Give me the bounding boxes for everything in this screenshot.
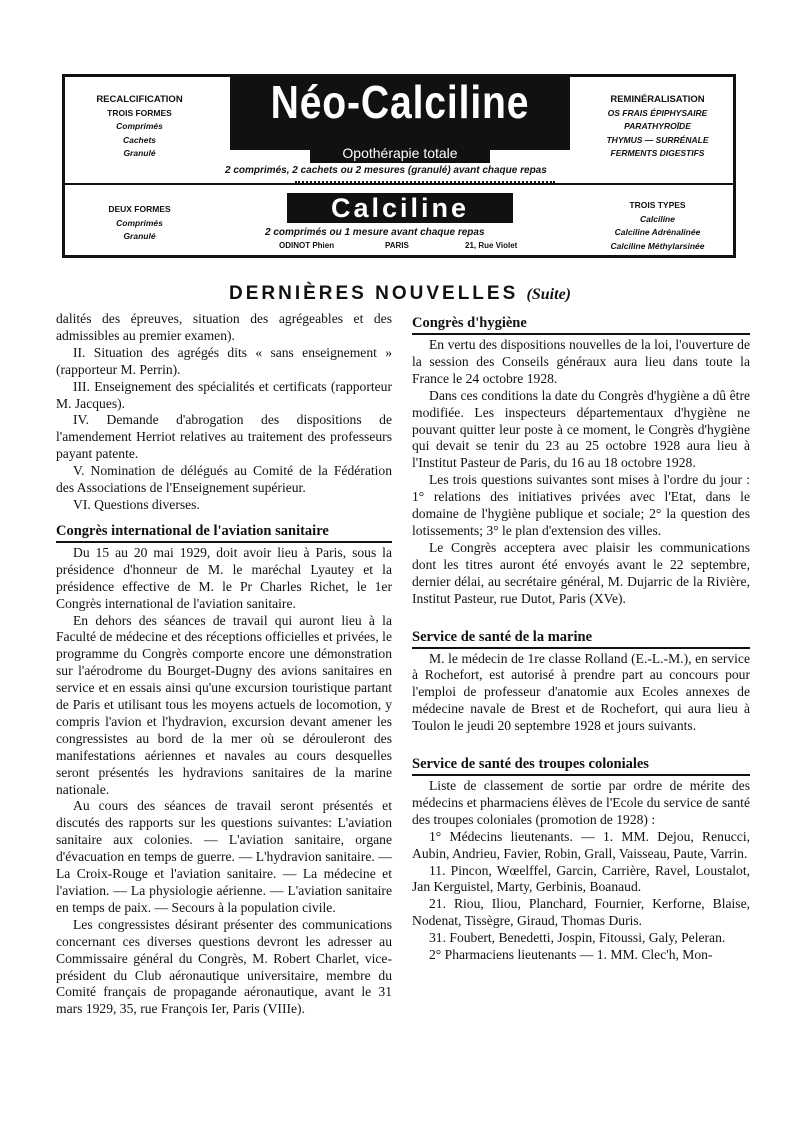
ad-item: Cachets — [122, 134, 157, 145]
paragraph: 11. Pincon, Wœelffel, Garcin, Carrière, Ravel, Loustalot, Jan Kerguistel, Marty, Gerbinis, Boanaud. — [412, 862, 750, 895]
ad-left-top-sub: TROIS FORMES — [107, 107, 172, 118]
ad-address: 21, Rue Violet — [465, 241, 518, 250]
ad-item: Comprimés — [116, 121, 163, 131]
ad-item: Granulé — [123, 231, 156, 241]
ad-item: OS FRAIS ÉPIPHYSAIRE — [607, 107, 708, 118]
ad-left-bottom — [77, 203, 202, 244]
paragraph: V. Nomination de délégués au Comité de la Fédération des Associations de l'Enseignement supérieur. — [56, 463, 392, 496]
paragraph: Liste de classement de sortie par ordre de mérite des médecins et pharmaciens élèves de l'Ecole du service de santé des troupes coloniales (promotion de 1928) : — [412, 778, 750, 827]
section-title-hygiene: Congrès d'hygiène — [412, 315, 750, 335]
ad-item: Comprimés — [116, 217, 163, 228]
paragraph: Les trois questions suivantes sont mises à l'ordre du jour : 1° relations des initiatives privées avec l'Etat, dans le domaine de l'hygiène publique et sociale; 2° la question des lotissements; 3° le plan d'extension des villes. — [412, 472, 750, 538]
ad-item: Granulé — [123, 148, 156, 158]
section-title-marine: Service de santé de la marine — [412, 629, 750, 649]
dotted-rule — [295, 181, 555, 183]
paragraph: Dans ces conditions la date du Congrès d'hygiène a dû être modifiée. Les inspecteurs départementaux d'hygiène ne pouvant quitter leur poste à ce moment, le Congrès d'hygiène qui devait se tenir du 23 au 25 octobre 1928 aura lieu à l'Institut Pasteur de Paris, du 16 au 18 octobre 1928. — [412, 387, 750, 471]
paragraph: Au cours des séances de travail seront présentés et discutés des rapports sur les questions suivantes: L'aviation sanitaire aux colonies. — L'aviation sanitaire, organe d'évacuation en temps de guerre. — L'hydravion sanitaire. — La Croix-Rouge et l'aviation sanitaire. — La médecine et l'aviation. — La physiologie aérienne. — L'aviation sanitaire en temps de paix. — Secours à la population civile. — [56, 798, 392, 915]
ad-right-top-heading: REMINÉRALISATION — [610, 94, 705, 105]
ad-right-bottom — [590, 199, 725, 253]
paragraph: Le Congrès acceptera avec plaisir les communications dont les titres auront été envoyés avant le 22 septembre, dernier délai, au secrétaire général, M. Dujarric de la Rivière, Institut Pasteur, rue Dutot, Paris (XVe). — [412, 539, 750, 606]
ad-item: FERMENTS DIGESTIFS — [610, 148, 705, 158]
brand-subtitle: Opothérapie totale — [310, 143, 490, 163]
ad-right-bottom-heading: TROIS TYPES — [629, 200, 686, 210]
right-column — [412, 311, 750, 964]
dosage-line-1: 2 comprimés, 2 cachets ou 2 mesures (granulé) avant chaque repas — [225, 165, 547, 176]
brand-box — [230, 74, 570, 150]
ad-item: THYMUS — SURRÉNALE — [606, 134, 709, 145]
spacer — [412, 608, 750, 622]
ad-right-top — [590, 93, 725, 161]
ad-item: Calciline Méthylarsinée — [610, 240, 705, 251]
ad-city: PARIS — [385, 241, 409, 250]
paragraph: 21. Riou, Iliou, Planchard, Fournier, Kerforne, Blaise, Nodenat, Tissègre, Giraud, Thomas Duris. — [412, 896, 750, 929]
paragraph: Du 15 au 20 mai 1929, doit avoir lieu à Paris, sous la présidence d'honneur de M. le maréchal Lyautey et la présidence effective de M. le Pr Charles Richet, le 1er Congrès international de l'aviation sanitaire. — [56, 544, 392, 611]
paragraph: dalités des épreuves, situation des agrégeables et des admissibles au premier examen). — [56, 311, 392, 343]
page-title-text: DERNIÈRES NOUVELLES — [229, 283, 519, 304]
brand-name: Néo-Calciline — [270, 76, 530, 128]
dosage-line-2: 2 comprimés ou 1 mesure avant chaque repas — [265, 227, 485, 238]
spacer — [412, 735, 750, 749]
paragraph: 1° Médecins lieutenants. — 1. MM. Dejou, Renucci, Aubin, Andrieu, Favier, Robin, Grall, Vaisseau, Paute, Varrin. — [412, 828, 750, 861]
ad-left-top-heading: RECALCIFICATION — [96, 94, 183, 105]
ad-item: Calciline — [640, 213, 675, 224]
brand2-name: Calciline — [287, 193, 513, 223]
ad-left-top — [77, 93, 202, 161]
left-column — [56, 311, 392, 1018]
paragraph: 2° Pharmaciens lieutenants — 1. MM. Clec'h, Mon- — [429, 947, 713, 963]
paragraph: III. Enseignement des spécialités et certificats (rapporteur M. Jacques). — [56, 378, 392, 411]
ad-left-bottom-heading: DEUX FORMES — [108, 204, 171, 214]
ad-company: ODINOT Phien — [279, 241, 335, 250]
page-title — [0, 283, 800, 305]
advertisement — [62, 74, 736, 258]
paragraph: 31. Foubert, Benedetti, Jospin, Fitoussi, Galy, Peleran. — [429, 930, 726, 946]
ad-item: PARATHYROÏDE — [624, 121, 691, 131]
ad-divider — [65, 183, 733, 185]
page-title-suite: (Suite) — [526, 286, 571, 303]
paragraph: IV. Demande d'abrogation des dispositions de l'amendement Herriot relatives au traitement des professeurs payant patente. — [56, 412, 392, 462]
paragraph: En dehors des séances de travail qui auront lieu à la Faculté de médecine et des réceptions officielles et privées, le programme du Congrès comporte encore une démonstration sur l'aérodrome du Bourget-Dugny des avions sanitaires en service et en essais ainsi qu'une excursion touristique partant de Paris et utilisant tous les moyens actuels de locomotion, y compris l'avion et l'hydravion, excursion devant amener les congressistes au bord de la mer où se dérouleront des manifestations aériennes et navales au cours desquelles seront présentés les hydravions sanitaires de la marine nationale. — [56, 612, 392, 797]
ad-item: Calciline Adrénalinée — [614, 227, 701, 237]
paragraph: VI. Questions diverses. — [73, 496, 200, 512]
section-title-colonial: Service de santé des troupes coloniales — [412, 756, 750, 776]
paragraph: En vertu des dispositions nouvelles de la loi, l'ouverture de la session des Conseils généraux aura lieu dans toute la France le 24 octobre 1928. — [412, 337, 750, 386]
paragraph: Les congressistes désirant présenter des communications concernant ces diverses questions devront les adresser au Commissaire général du Congrès, M. Robert Charlet, vice-président du Club aéronautique universitaire, membre du Comité français de propagande aéronautique, avant le 31 mars 1929, 35, rue François Ier, Paris (VIIIe). — [56, 916, 392, 1017]
paragraph: M. le médecin de 1re classe Rolland (E.-L.-M.), en service à Rochefort, est autorisé à prendre part au concours pour l'emploi de professeur d'anatomie aux Ecoles annexes de médecine navale de Brest et de Rochefort, qui aura lieu à Toulon le jeudi 20 septembre 1928 et jours suivants. — [412, 650, 750, 734]
paragraph: II. Situation des agrégés dits « sans enseignement » (rapporteur M. Perrin). — [56, 344, 392, 377]
section-title-aviation: Congrès international de l'aviation sanitaire — [56, 523, 392, 543]
